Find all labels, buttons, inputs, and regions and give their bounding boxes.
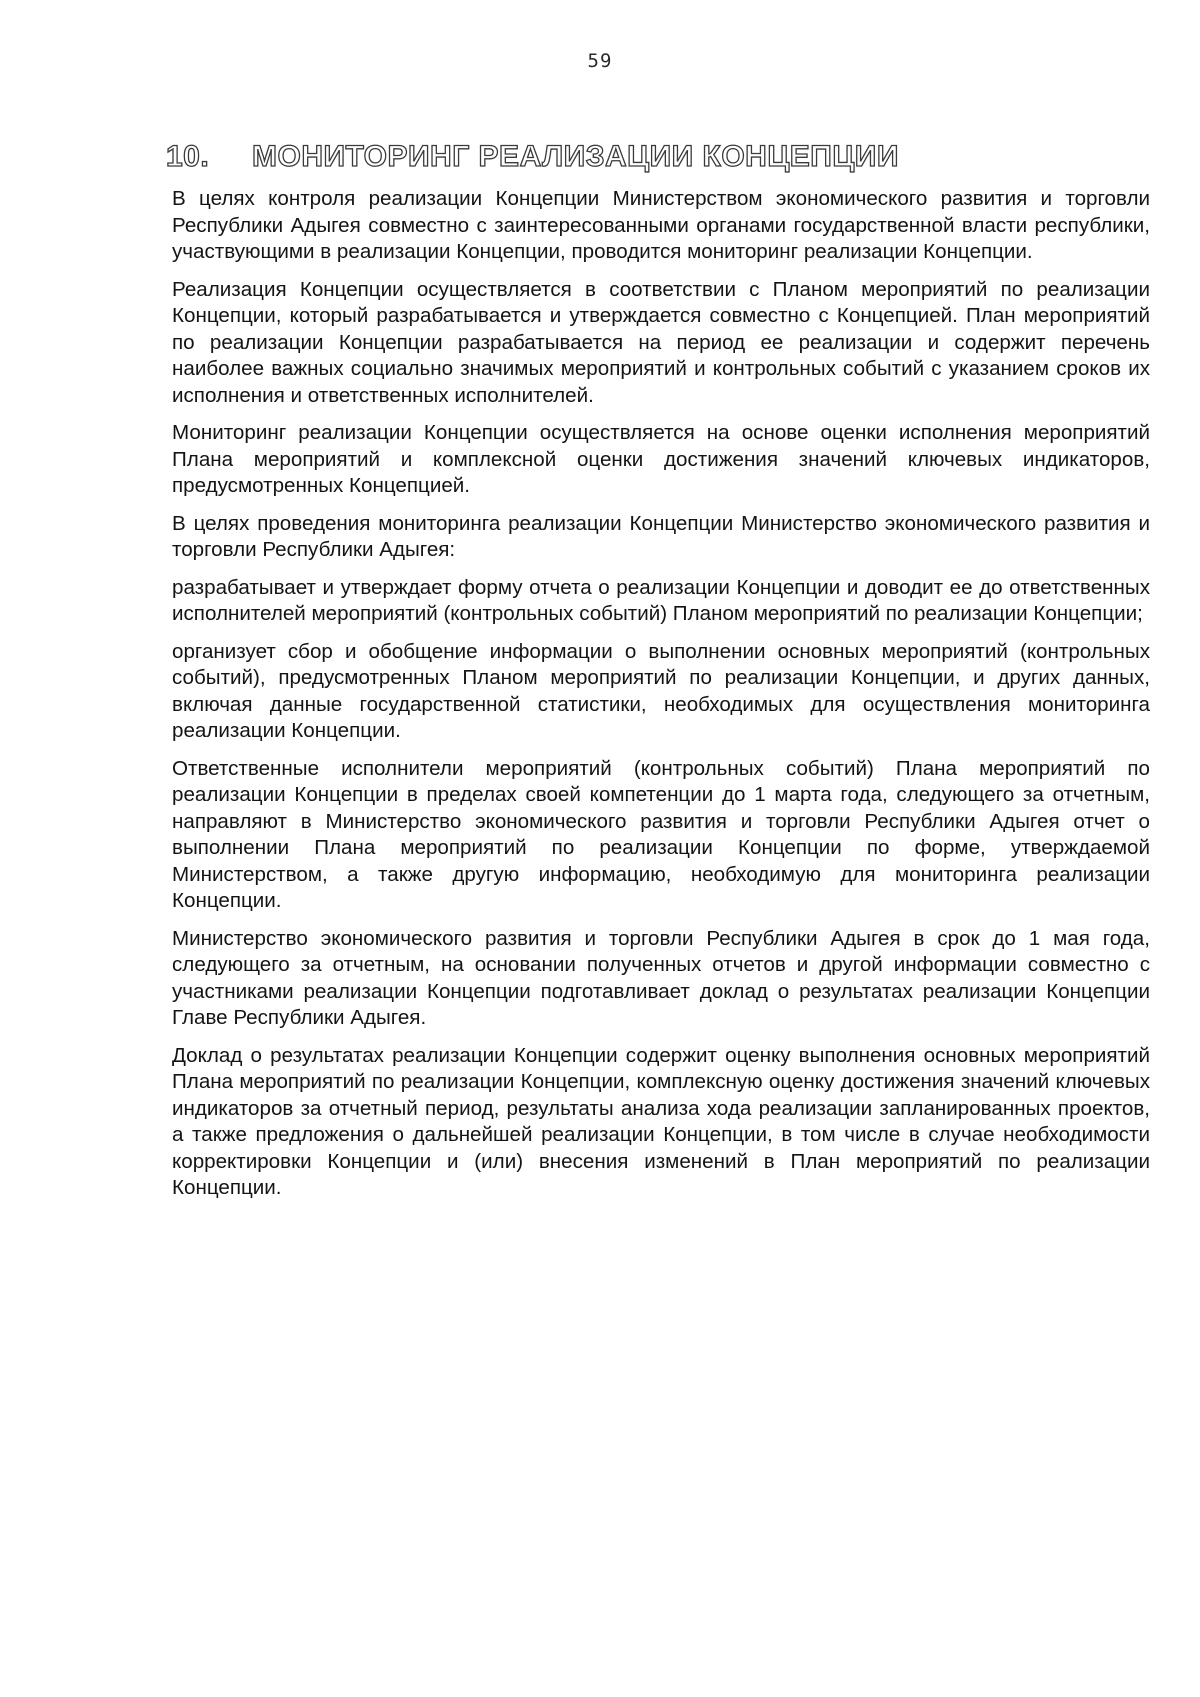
section-title: МОНИТОРИНГ РЕАЛИЗАЦИИ КОНЦЕПЦИИ bbox=[252, 140, 899, 173]
section-heading bbox=[166, 140, 1066, 174]
section-number: 10. bbox=[166, 140, 210, 173]
paragraph: Реализация Концепции осуществляется в соответствии с Планом мероприятий по реализации Концепции, который разрабатывается и утверждается совместно с Концепцией. План мероприятий по реализации Концепции разрабатывается на период ее реализации и содержит перечень наиболее важных социально значимых мероприятий и контрольных событий с указанием сроков их исполнения и ответственных исполнителей. bbox=[172, 277, 1150, 407]
paragraph: Министерство экономического развития и торговли Республики Адыгея в срок до 1 мая года, следующего за отчетным, на основании полученных отчетов и другой информации совместно с участниками реализации Концепции подготавливает доклад о результатах реализации Концепции Главе Республики Адыгея. bbox=[172, 926, 1150, 1029]
paragraph: разрабатывает и утверждает форму отчета о реализации Концепции и доводит ее до ответственных исполнителей мероприятий (контрольных событий) Планом мероприятий по реализации Концепции; bbox=[172, 575, 1150, 625]
paragraph: Мониторинг реализации Концепции осуществляется на основе оценки исполнения мероприятий Плана мероприятий и комплексной оценки достижения значений ключевых индикаторов, предусмотренных Концепцией. bbox=[172, 421, 1150, 497]
paragraph: В целях контроля реализации Концепции Министерством экономического развития и торговли Республики Адыгея совместно с заинтересованными органами государственной власти республики, участвующими в реализации Концепции, проводится мониторинг реализации Концепции. bbox=[172, 187, 1150, 263]
paragraph: организует сбор и обобщение информации о выполнении основных мероприятий (контрольных событий), предусмотренных Планом мероприятий по реализации Концепции, и других данных, включая данные государственной статистики, необходимых для осуществления мониторинга реализации Концепции. bbox=[172, 639, 1150, 742]
paragraph: В целях проведения мониторинга реализации Концепции Министерство экономического развития и торговли Республики Адыгея: bbox=[172, 511, 1150, 561]
paragraph: Ответственные исполнители мероприятий (контрольных событий) Плана мероприятий по реализации Концепции в пределах своей компетенции до 1 марта года, следующего за отчетным, направляют в Министерство экономического развития и торговли Республики Адыгея отчет о выполнении Плана мероприятий по реализации Концепции по форме, утверждаемой Министерством, а также другую информацию, необходимую для мониторинга реализации Концепции. bbox=[172, 756, 1150, 912]
page-number: 59 bbox=[587, 50, 613, 72]
document-body bbox=[172, 186, 1150, 1213]
paragraph: Доклад о результатах реализации Концепции содержит оценку выполнения основных мероприятий Плана мероприятий по реализации Концепции, комплексную оценку достижения значений ключевых индикаторов за отчетный период, результаты анализа хода реализации запланированных проектов, а также предложения о дальнейшей реализации Концепции, в том числе в случае необходимости корректировки Концепции и (или) внесения изменений в План мероприятий по реализации Концепции. bbox=[172, 1043, 1150, 1199]
